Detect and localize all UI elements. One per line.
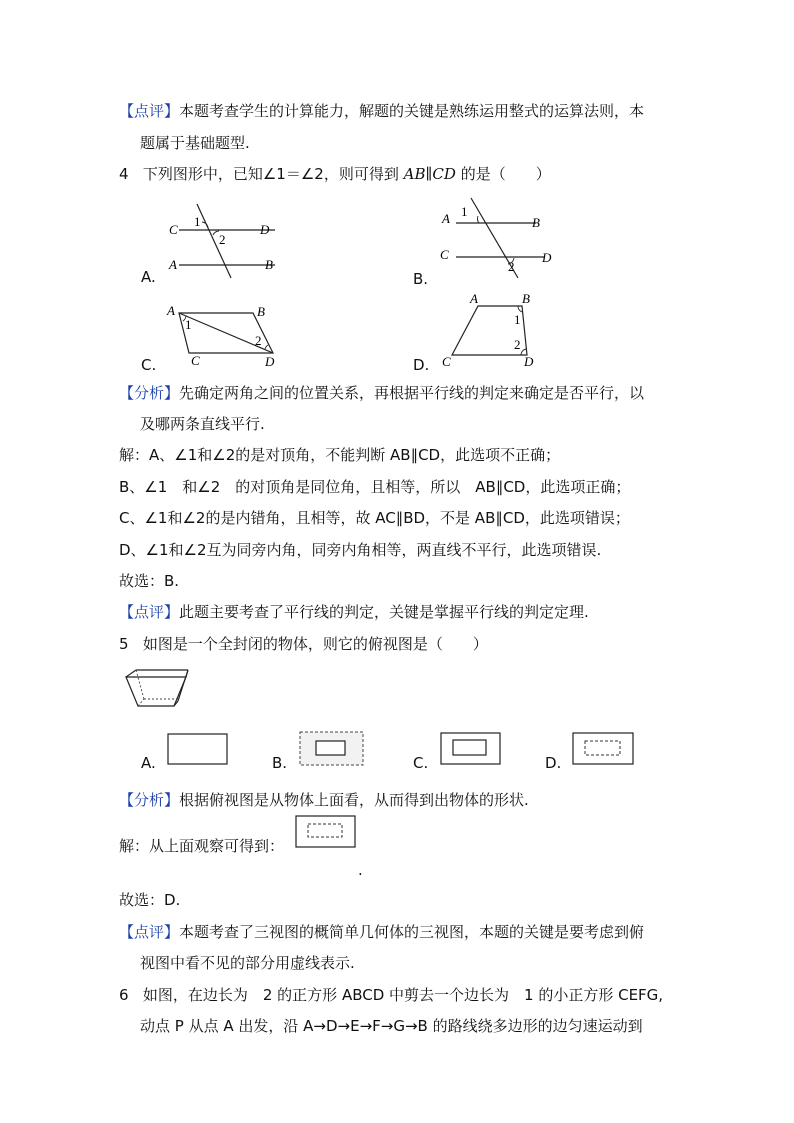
option-b-label: B. — [413, 270, 429, 288]
label: D — [524, 354, 534, 369]
q5-option-c-figure — [440, 732, 502, 766]
label: 1 — [194, 214, 201, 229]
q4-solution-c: C、∠1和∠2的是内错角，且相等，故 AC∥BD，不是 AB∥CD，此选项错误； — [119, 509, 630, 527]
q5-solution-figure — [295, 815, 357, 849]
q5-solution: 解：从上面观察可得到： — [119, 837, 285, 855]
label: D — [265, 354, 275, 369]
label: 2 — [219, 232, 226, 247]
question-number: 5 — [119, 635, 129, 653]
option-d-label: D. — [413, 356, 430, 374]
label: C — [440, 247, 449, 262]
q4-solution-d: D、∠1和∠2互为同旁内角，同旁内角相等，两直线不平行，此选项错误. — [119, 541, 602, 559]
q4-figure-c — [165, 300, 285, 370]
q4-figure-d — [438, 292, 558, 374]
analysis-tag: 【分析】 — [119, 791, 180, 809]
q4-solution-b: B、∠1 和∠2 的对顶角是同位角，且相等，所以 AB∥CD，此选项正确； — [119, 478, 631, 496]
q5-option-b-figure — [299, 731, 365, 767]
label: B — [522, 292, 530, 306]
review-tag: 【点评】 — [119, 923, 180, 941]
q5-option-c-label: C. — [413, 754, 429, 772]
q4-analysis-line1: 【分析】先确定两角之间的位置关系，再根据平行线的判定来确定是否平行，以 — [119, 384, 645, 402]
q5-review-line1: 【点评】本题考查了三视图的概简单几何体的三视图，本题的关键是要考虑到俯 — [119, 923, 645, 941]
review3-line1: 【点评】本题考查学生的计算能力，解题的关键是熟练运用整式的运算法则，本 — [119, 102, 645, 120]
q5-option-a-label: A. — [141, 754, 156, 772]
review-tag: 【点评】 — [119, 102, 180, 120]
analysis-tag: 【分析】 — [119, 384, 180, 402]
q4-choice: 故选：B. — [119, 572, 180, 590]
label: C — [169, 222, 178, 237]
label: A — [442, 211, 450, 226]
q4-review: 【点评】此题主要考查了平行线的判定，关键是掌握平行线的判定定理. — [119, 603, 589, 621]
label: A — [169, 257, 177, 272]
label: 2 — [514, 337, 521, 352]
q5-option-a-figure — [167, 733, 229, 767]
q4-solution-a: 解：A、∠1和∠2的是对顶角，不能判断 AB∥CD，此选项不正确； — [119, 446, 561, 464]
label: A — [167, 303, 175, 318]
q5-analysis: 【分析】根据俯视图是从物体上面看，从而得到出物体的形状. — [119, 791, 529, 809]
q4-figure-b — [438, 196, 563, 281]
label: B — [265, 257, 273, 272]
label: 1 — [514, 312, 521, 327]
q4-figure-a — [165, 200, 285, 280]
label: 1 — [185, 317, 192, 332]
label: C — [191, 353, 200, 368]
q5-stem: 5 如图是一个全封闭的物体，则它的俯视图是（ ） — [119, 635, 488, 653]
review3-line2: 题属于基础题型. — [140, 134, 250, 152]
q6-stem-line1: 6 如图，在边长为 2 的正方形 ABCD 中剪去一个边长为 1 的小正方形 CEFG, — [119, 986, 664, 1004]
q4-stem: 4 下列图形中，已知∠1＝∠2，则可得到 AB∥CD 的是（ ） — [119, 165, 551, 183]
question-number: 4 — [119, 165, 129, 183]
question-number: 6 — [119, 986, 129, 1004]
label: D — [260, 222, 270, 237]
label: 2 — [508, 259, 515, 274]
label: B — [532, 215, 540, 230]
q5-option-d-figure — [572, 732, 636, 766]
q5-option-d-label: D. — [545, 754, 562, 772]
q5-choice: 故选：D. — [119, 891, 181, 909]
label: C — [442, 354, 451, 369]
q4-analysis-line2: 及哪两条直线平行. — [140, 415, 265, 433]
q5-option-b-label: B. — [272, 754, 288, 772]
label: A — [470, 292, 478, 306]
label: B — [257, 304, 265, 319]
label: D — [542, 250, 552, 265]
label: 2 — [255, 333, 262, 348]
q5-review-line2: 视图中看不见的部分用虚线表示. — [140, 954, 355, 972]
option-c-label: C. — [141, 356, 157, 374]
q5-solution-period: . — [358, 861, 363, 879]
q6-stem-line2: 动点 P 从点 A 出发，沿 A→D→E→F→G→B 的路线绕多边形的边匀速运动到 — [140, 1017, 643, 1035]
review-tag: 【点评】 — [119, 603, 180, 621]
option-a-label: A. — [141, 268, 156, 286]
q5-solid-figure — [122, 668, 192, 713]
label: 1 — [461, 204, 468, 219]
